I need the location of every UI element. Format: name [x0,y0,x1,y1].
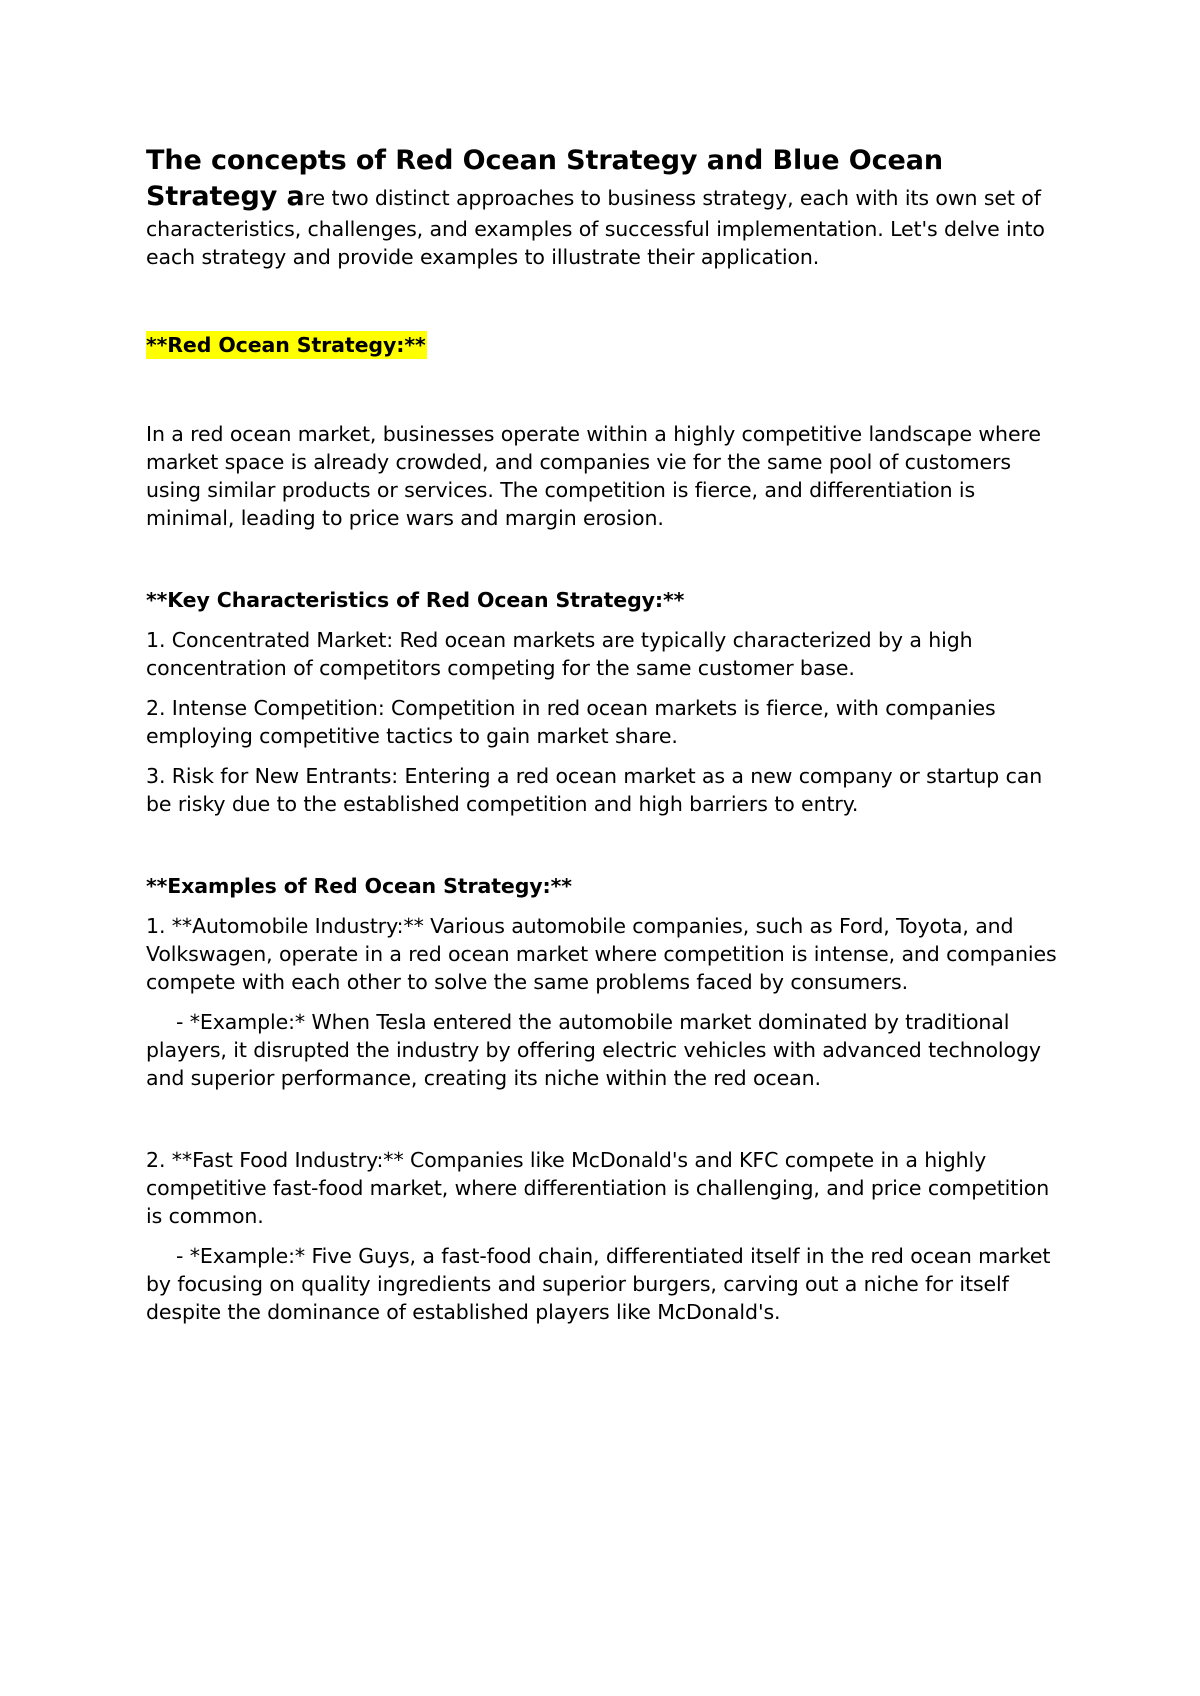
red-ocean-heading [146,331,1066,359]
document-body [146,143,1066,1326]
intro-text: re two distinct approaches to business strategy, each with its own set of characteristics, challenges, and examples of successful implementation. Let's delve into each strategy and provide examples to illustrate their application. [146,186,1045,269]
document-title: The concepts of Red Ocean Strategy and Blue Ocean Strategy a [146,145,943,212]
characteristic-item: 1. Concentrated Market: Red ocean markets are typically characterized by a high concentration of competitors competing for the same customer base. [146,628,973,680]
example-detail-text: When Tesla entered the automobile market dominated by traditional players, it disrupted the industry by offering electric vehicles with advanced technology and superior performance, creating its niche within the red ocean. [146,1010,1041,1090]
intro-paragraph [146,143,1066,271]
example-item-automobile: 1. **Automobile Industry:** Various automobile companies, such as Ford, Toyota, and Volkswagen, operate in a red ocean market where competition is intense, and companies compete with each other to solve the same problems faced by consumers. [146,914,1057,994]
example-detail-five-guys [146,1242,1066,1326]
examples-heading: **Examples of Red Ocean Strategy:** [146,874,572,898]
example-prefix: - *Example:* [176,1010,312,1034]
red-ocean-paragraph: In a red ocean market, businesses operate within a highly competitive landscape where market space is already crowded, and companies vie for the same pool of customers using similar products or services. The competition is fierce, and differentiation is minimal, leading to price wars and margin erosion. [146,422,1041,530]
example-detail-text: Five Guys, a fast-food chain, differentiated itself in the red ocean market by focusing on quality ingredients and superior burgers, carving out a niche for itself despite the dominance of established players like McDonald's. [146,1244,1051,1324]
example-item-fast-food: 2. **Fast Food Industry:** Companies like McDonald's and KFC compete in a highly competitive fast-food market, where differentiation is challenging, and price competition is common. [146,1148,1050,1228]
characteristic-item: 2. Intense Competition: Competition in red ocean markets is fierce, with companies employing competitive tactics to gain market share. [146,696,996,748]
example-detail-tesla [146,1008,1066,1092]
characteristics-heading: **Key Characteristics of Red Ocean Strategy:** [146,588,685,612]
characteristic-item: 3. Risk for New Entrants: Entering a red ocean market as a new company or startup can be risky due to the established competition and high barriers to entry. [146,764,1043,816]
highlighted-heading-text: **Red Ocean Strategy:** [146,333,426,357]
example-prefix: - *Example:* [176,1244,312,1268]
